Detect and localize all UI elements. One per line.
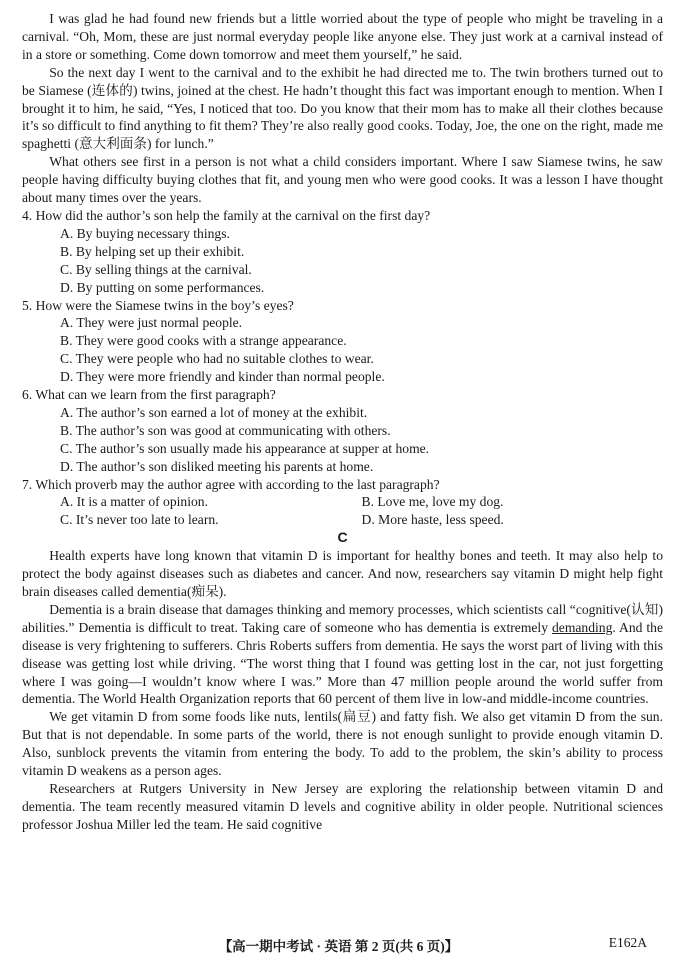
option-row-ab <box>60 493 663 511</box>
question-stem: 4. How did the author’s son help the family at the carnival on the first day? <box>22 207 431 223</box>
question-stem: 5. How were the Siamese twins in the boy’s eyes? <box>22 297 294 313</box>
question-5 <box>22 297 663 387</box>
footer-page-info: 【高一期中考试 · 英语 第 2 页(共 6 页)】 <box>218 939 459 954</box>
section-c-heading: C <box>337 529 348 546</box>
option-a: A. By buying necessary things. <box>60 225 230 241</box>
passage-c-paragraph-4: Researchers at Rutgers University in New Jersey are exploring the relationship between vitamin D and dementia. The team recently measured vitamin D levels and cognitive ability in older people. Nutritional sciences professor Joshua Miller led the team. He said cognitive <box>22 780 663 832</box>
question-4 <box>22 207 663 297</box>
underlined-word: demanding <box>551 619 613 635</box>
option-c: C. They were people who had no suitable clothes to wear. <box>60 351 374 367</box>
question-6 <box>22 386 663 476</box>
option-d: D. By putting on some performances. <box>60 279 265 295</box>
option-b: B. They were good cooks with a strange appearance. <box>60 333 347 349</box>
option-row-cd <box>60 511 663 529</box>
option-d: D. More haste, less speed. <box>361 512 504 528</box>
question-7 <box>22 476 663 530</box>
passage-b-paragraph-3: What others see first in a person is not what a child considers important. Where I saw Siamese twins, he saw people having difficulty buying clothes that fit, and young men who were good cooks. It was a lesson I have thought about many times over the years. <box>22 154 663 206</box>
option-b: B. Love me, love my dog. <box>361 494 504 510</box>
option-c: C. It’s never too late to learn. <box>60 512 219 528</box>
option-a: A. It is a matter of opinion. <box>60 494 208 510</box>
question-stem: 6. What can we learn from the first paragraph? <box>22 387 276 403</box>
page-footer <box>0 935 677 955</box>
passage-b-paragraph-1: I was glad he had found new friends but a little worried about the type of people who might be traveling in a carnival. “Oh, Mom, these are just normal everyday people like anyone else. They just work at a carnival instead of in a store or something. Come down tomorrow and meet them yourself,” he said. <box>22 11 663 62</box>
option-d: D. The author’s son disliked meeting his parents at home. <box>60 458 374 474</box>
question-stem: 7. Which proverb may the author agree with according to the last paragraph? <box>22 476 440 492</box>
option-d: D. They were more friendly and kinder than normal people. <box>60 369 385 385</box>
option-c: C. The author’s son usually made his appearance at supper at home. <box>60 440 430 456</box>
paragraph-text-before: Dementia is a brain disease that damages thinking and memory processes, which scientists call “cognitive(认知) abilities.” Dementia is difficult to treat. Taking care of someone who has dementia is extremely <box>22 601 663 635</box>
passage-c-paragraph-3: We get vitamin D from some foods like nuts, lentils(扁豆) and fatty fish. We also get vitamin D from the sun. But that is not dependable. In some parts of the world, there is not enough sunlight to provide enough vitamin D. Also, sunblock prevents the vitamin from entering the body. To add to the problem, the skin’s ability to process vitamin D weakens as a person ages. <box>22 709 663 779</box>
paragraph-text-after: . And the disease is very frightening to sufferers. Chris Roberts suffers from dementia. He says the worst part of living with this disease was getting lost while driving. “The worst thing that I found was getting lost in the car, not just forgetting where I was going—I wouldn’t know where I was.” More than 47 million people around the world suffer from dementia. The World Health Organization reports that 60 percent of them live in low-and middle-income countries. <box>22 619 664 707</box>
passage-c-paragraph-2 <box>22 601 663 708</box>
option-b: B. By helping set up their exhibit. <box>60 243 245 259</box>
option-a: A. They were just normal people. <box>60 315 243 331</box>
passage-b-paragraph-2: So the next day I went to the carnival and to the exhibit he had directed me to. The twin brothers turned out to be Siamese (连体的) twins, joined at the chest. He hadn’t thought this fact was important enough to mention. When I brought it to him, he said, “Yes, I noticed that too. Do you know that their mom has to make all their clothes because it’s so difficult to find anything to fit them? They’re also really good cooks. Today, Joe, the one on the right, made me spaghetti (意大利面条) for lunch.” <box>22 64 663 152</box>
option-a: A. The author’s son earned a lot of money at the exhibit. <box>60 404 368 420</box>
footer-exam-code: E162A <box>608 935 647 950</box>
option-b: B. The author’s son was good at communicating with others. <box>60 422 391 438</box>
option-c: C. By selling things at the carnival. <box>60 261 252 277</box>
passage-c-paragraph-1: Health experts have long known that vitamin D is important for healthy bones and teeth. It may also help to protect the body against diseases such as diabetes and cancer. And now, researchers say vitamin D might help fight brain diseases called dementia(痴呆). <box>22 548 663 599</box>
